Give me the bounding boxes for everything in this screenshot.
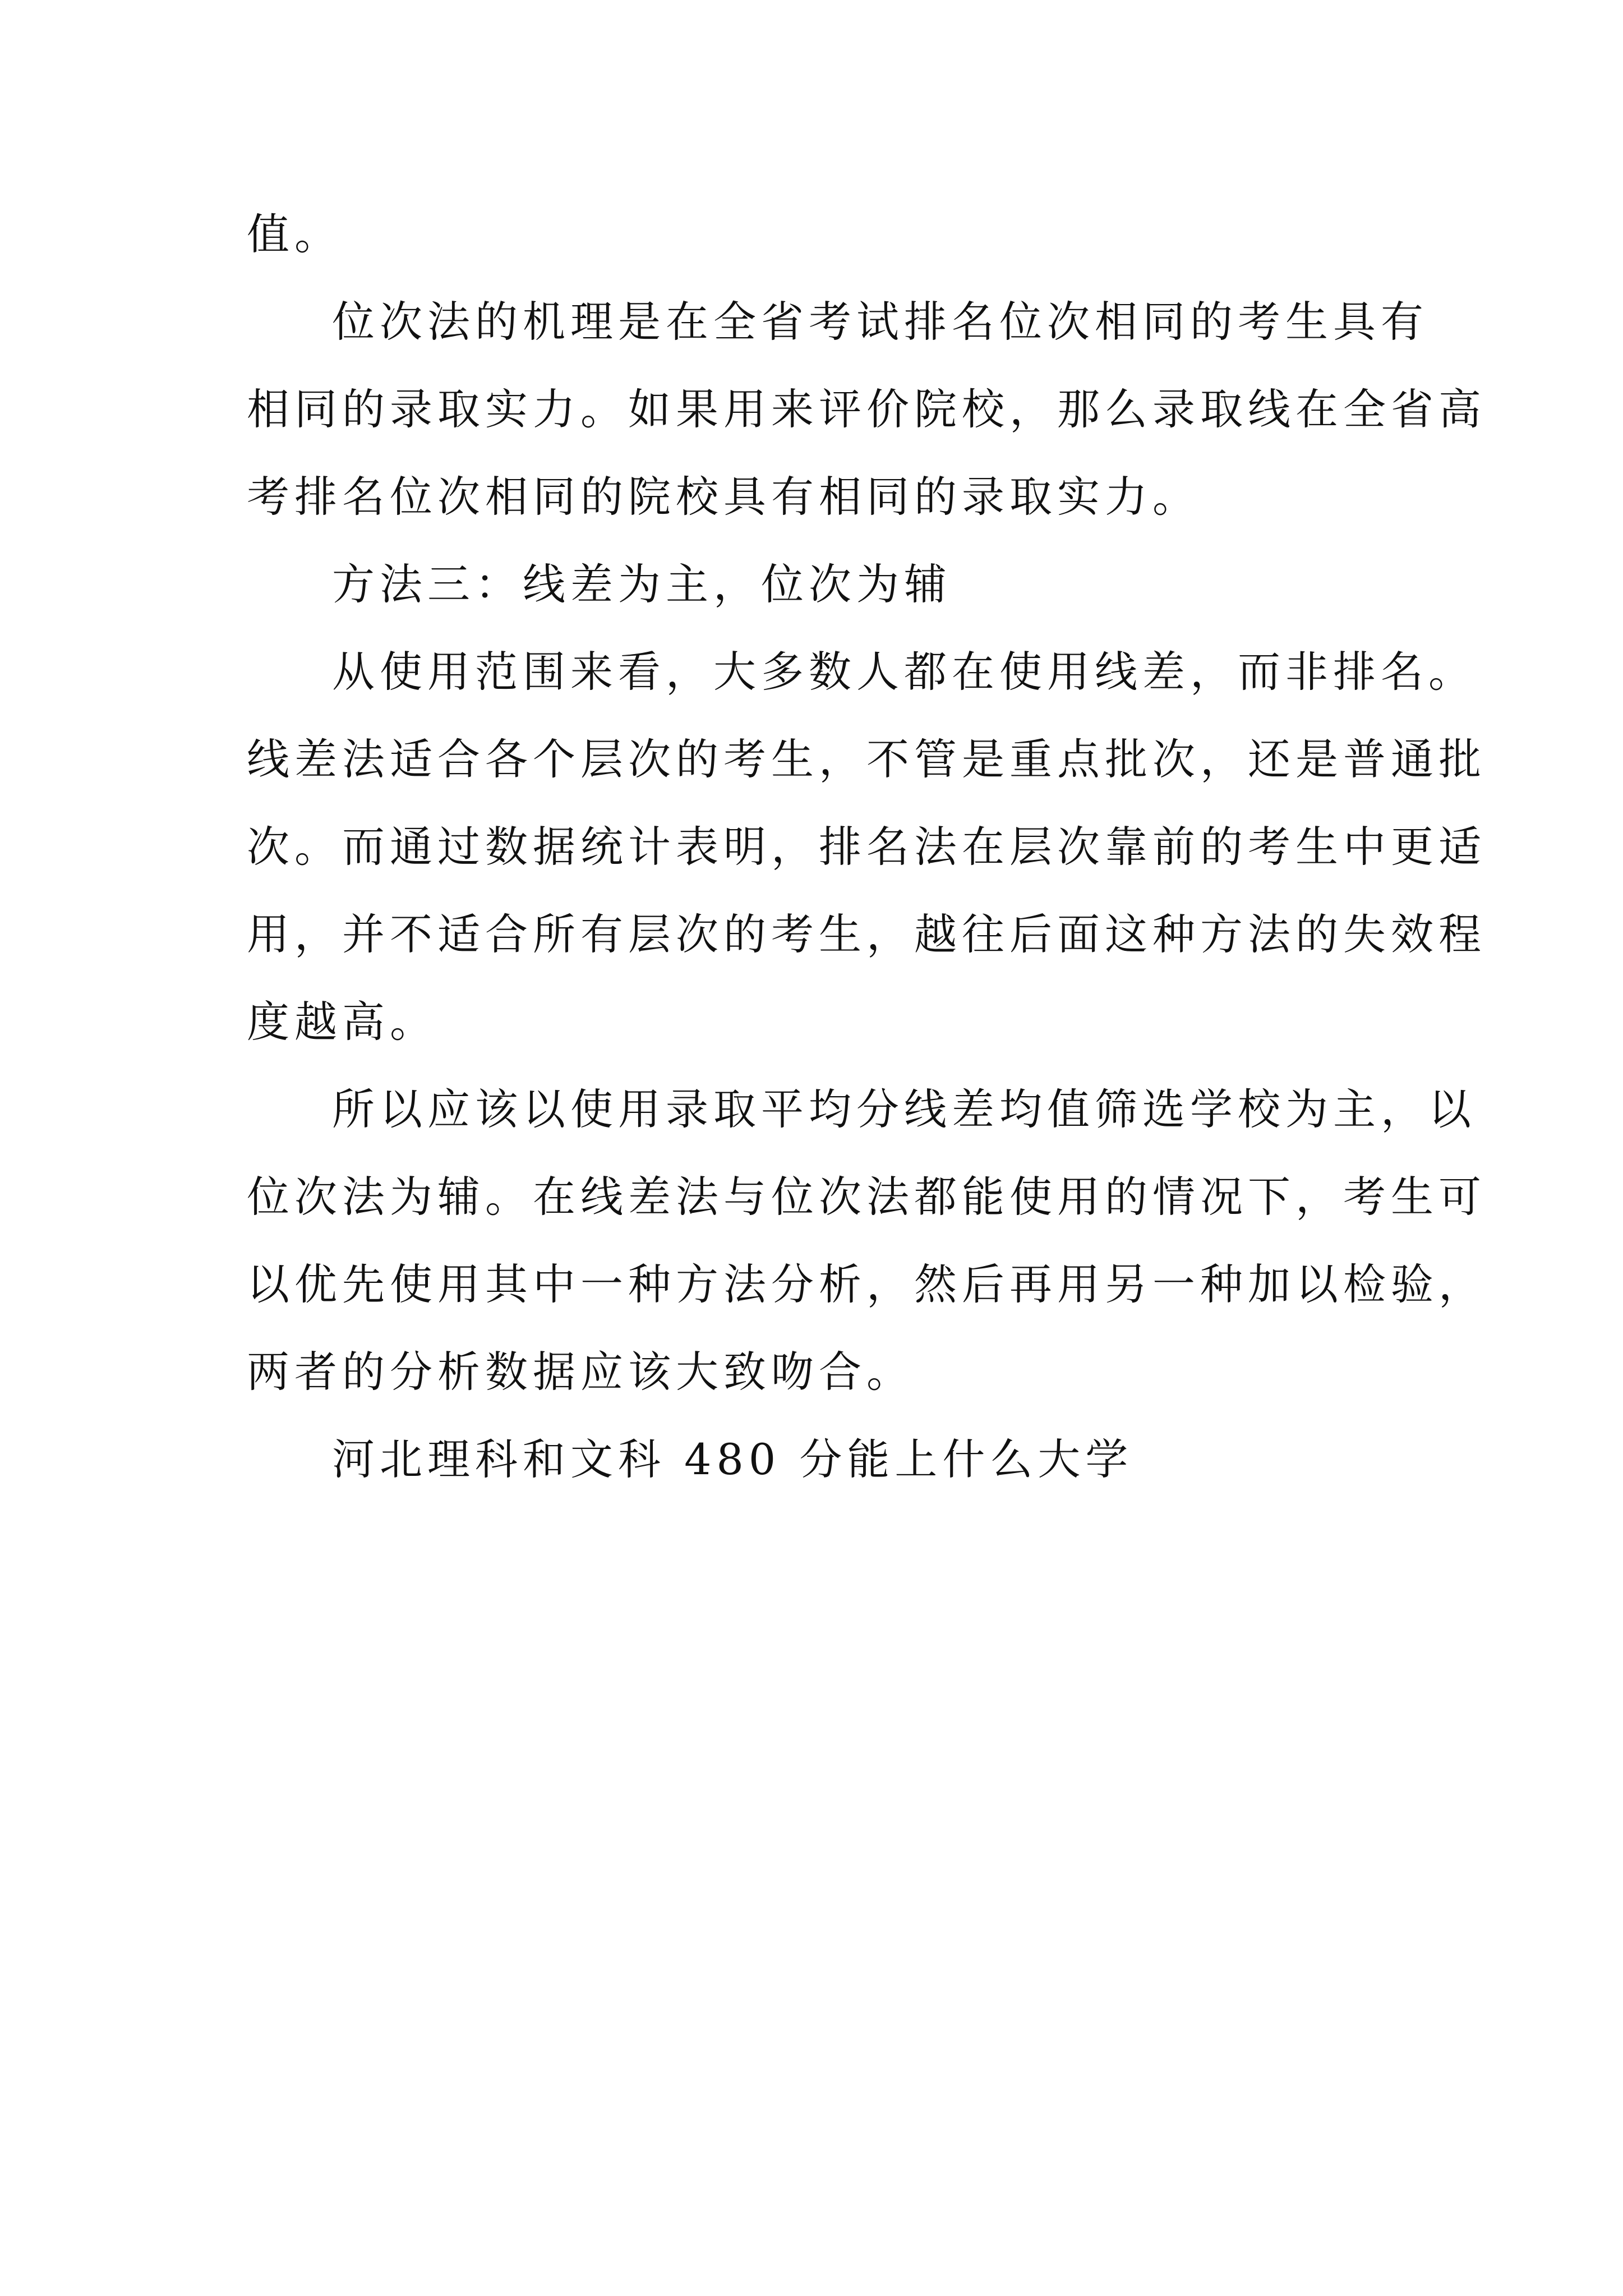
paragraph-line: 从使用范围来看，大多数人都在使用线差，而非排名。 <box>332 647 1476 697</box>
paragraph-line: 用，并不适合所有层次的考生，越往后面这种方法的失效程 <box>247 909 1486 959</box>
paragraph-line: 线差法适合各个层次的考生，不管是重点批次，还是普通批 <box>247 734 1486 784</box>
section-heading: 河北理科和文科 480 分能上什么大学 <box>332 1434 1133 1484</box>
paragraph-line: 位次法的机理是在全省考试排名位次相同的考生具有 <box>332 297 1428 347</box>
paragraph-line: 相同的录取实力。如果用来评价院校，那么录取线在全省高 <box>247 384 1486 434</box>
paragraph-continuation-line: 值。 <box>247 209 342 259</box>
paragraph-line: 考排名位次相同的院校具有相同的录取实力。 <box>247 472 1200 522</box>
paragraph-line: 所以应该以使用录取平均分线差均值筛选学校为主，以 <box>332 1084 1476 1134</box>
paragraph-line: 两者的分析数据应该大致吻合。 <box>247 1347 914 1397</box>
paragraph-line: 次。而通过数据统计表明，排名法在层次靠前的考生中更适 <box>247 822 1486 872</box>
paragraph-line: 度越高。 <box>247 997 437 1047</box>
document-body <box>247 209 1486 1526</box>
section-heading: 方法三：线差为主，位次为辅 <box>332 559 952 609</box>
paragraph-line: 以优先使用其中一种方法分析，然后再用另一种加以检验， <box>247 1259 1486 1309</box>
paragraph-line: 位次法为辅。在线差法与位次法都能使用的情况下，考生可 <box>247 1172 1486 1222</box>
